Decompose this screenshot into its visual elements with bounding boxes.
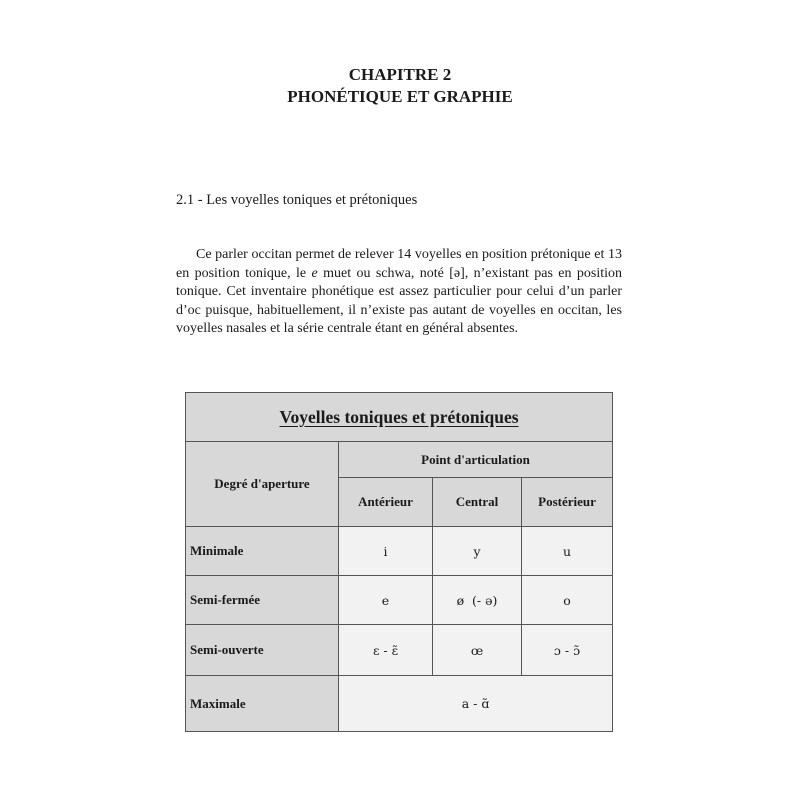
table-cell: ø (- ə): [433, 576, 522, 625]
column-header-posterieur: Postérieur: [522, 478, 613, 527]
table-cell: u: [522, 527, 613, 576]
table-cell: ɛ - ɛ̃: [339, 625, 433, 676]
chapter-title: PHONÉTIQUE ET GRAPHIE: [287, 87, 513, 106]
aperture-header: Degré d'aperture: [186, 442, 339, 527]
table-cell: y: [433, 527, 522, 576]
paragraph-text-start: Ce parler occitan permet de relever 14 voyelles en position prétonique et 13 en position tonique, le: [176, 247, 622, 281]
paragraph-italic-letter: e: [311, 265, 318, 281]
section-title: 2.1 - Les voyelles toniques et prétoniques: [176, 192, 418, 208]
table-cell: i: [339, 527, 433, 576]
chapter-number: CHAPITRE 2: [348, 65, 452, 84]
row-label-semi-ouverte: Semi-ouverte: [186, 625, 339, 676]
paragraph-text-end: muet ou schwa, noté [ə], n’existant pas en position tonique. Cet inventaire phonétique est assez particulier pour celui d’un parler d’oc puisque, habituellement, il n’existe pas autant de voyelles en occitan, les voyelles nasales et la série centrale étant en général absentes.: [176, 265, 622, 337]
table-row: [186, 625, 613, 676]
row-label-maximale: Maximale: [186, 676, 339, 732]
articulation-header: Point d'articulation: [339, 442, 613, 478]
vowel-table: [185, 392, 613, 732]
column-header-central: Central: [433, 478, 522, 527]
table-title: Voyelles toniques et prétoniques: [186, 393, 613, 442]
table-row: [186, 527, 613, 576]
table-cell: œ: [433, 625, 522, 676]
table-cell: ɔ - ɔ̃: [522, 625, 613, 676]
table-row: [186, 676, 613, 732]
row-label-minimale: Minimale: [186, 527, 339, 576]
table-row: [186, 576, 613, 625]
table-cell: e: [339, 576, 433, 625]
row-label-semi-fermee: Semi-fermée: [186, 576, 339, 625]
chapter-heading: [0, 64, 800, 108]
table-cell: a - ɑ̃: [339, 676, 613, 732]
column-header-anterieur: Antérieur: [339, 478, 433, 527]
table-cell: o: [522, 576, 613, 625]
body-paragraph: [176, 246, 622, 339]
